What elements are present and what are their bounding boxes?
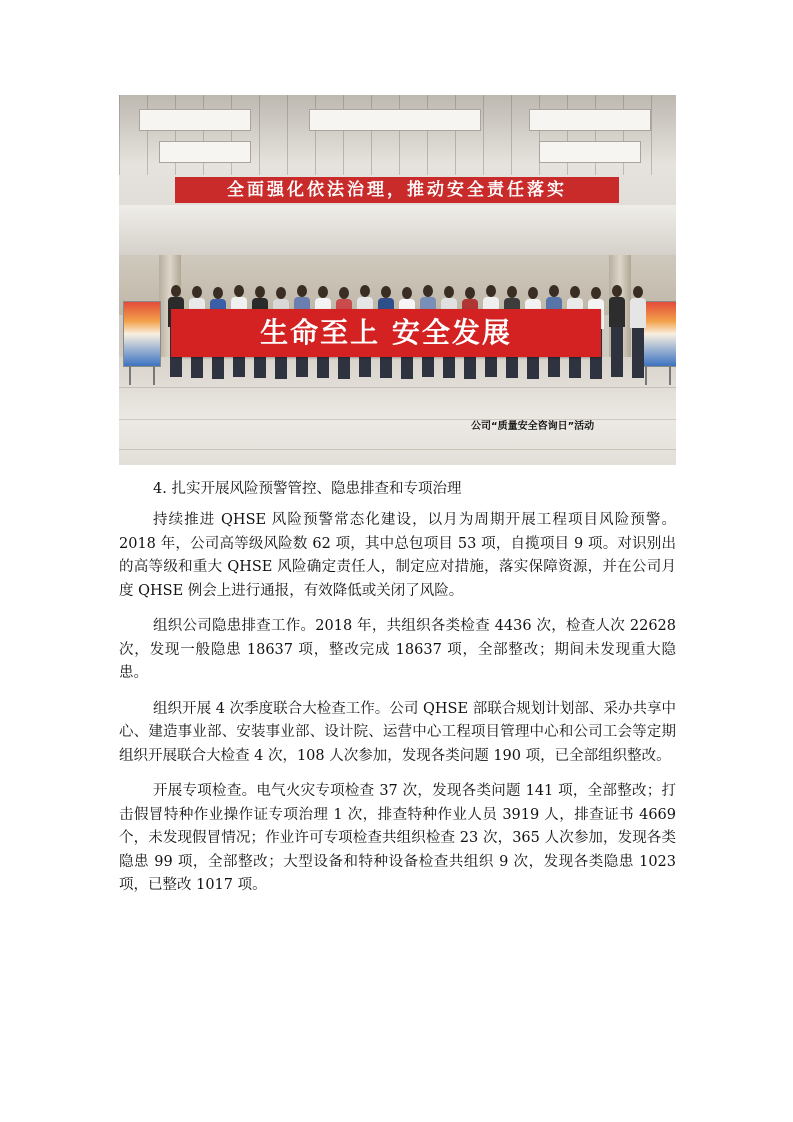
paragraph: 组织开展 4 次季度联合大检查工作。公司 QHSE 部联合规划计划部、采办共享中心、建造事业部、安装事业部、设计院、运营中心工程项目管理中心和公司工会等定期组织开展联合大检查 4 次，108 人次参加，发现各类问题 190 项，已全部组织整改。 [119,700,676,764]
balcony [119,205,676,255]
top-banner: 全面强化依法治理，推动安全责任落实 [175,177,619,203]
person-figure [608,285,626,377]
section-body [119,478,676,910]
paragraph: 开展专项检查。电气火灾专项检查 37 次，发现各类问题 141 项，全部整改；打击假冒特种作业操作证专项治理 1 次，排查特种作业人员 3919 人，排查证书 4669 个，未发现假冒情况；作业许可专项检查共组织检查 23 次，365 人次参加，发现各类隐患 99 项，全部整改；大型设备和特种设备检查共组织 9 次，发现各类隐患 1023 项，已整改 1017 项。 [119,783,676,893]
paragraph: 持续推进 QHSE 风险预警常态化建设，以月为周期开展工程项目风险预警。2018 年，公司高等级风险数 62 项，其中总包项目 53 项，自揽项目 9 项。对识别出的高等级和重大 QHSE 风险确定责任人，制定应对措施，落实保障资源，并在公司月度 QHSE 例会上进行通报，有效降低或关闭了风险。 [119,512,676,599]
poster-left [123,301,161,367]
event-photo [119,95,676,465]
paragraph: 组织公司隐患排查工作。2018 年，共组织各类检查 4436 次，检查人次 22628 次，发现一般隐患 18637 项，整改完成 18637 项，全部整改；期间未发现重大隐患。 [119,618,676,681]
section-heading: 4. 扎实开展风险预警管控、隐患排查和专项治理 [153,481,462,497]
main-banner: 生命至上 安全发展 [171,309,601,357]
person-figure [629,286,647,378]
photo-caption: 公司“质量安全咨询日”活动 [471,421,595,432]
